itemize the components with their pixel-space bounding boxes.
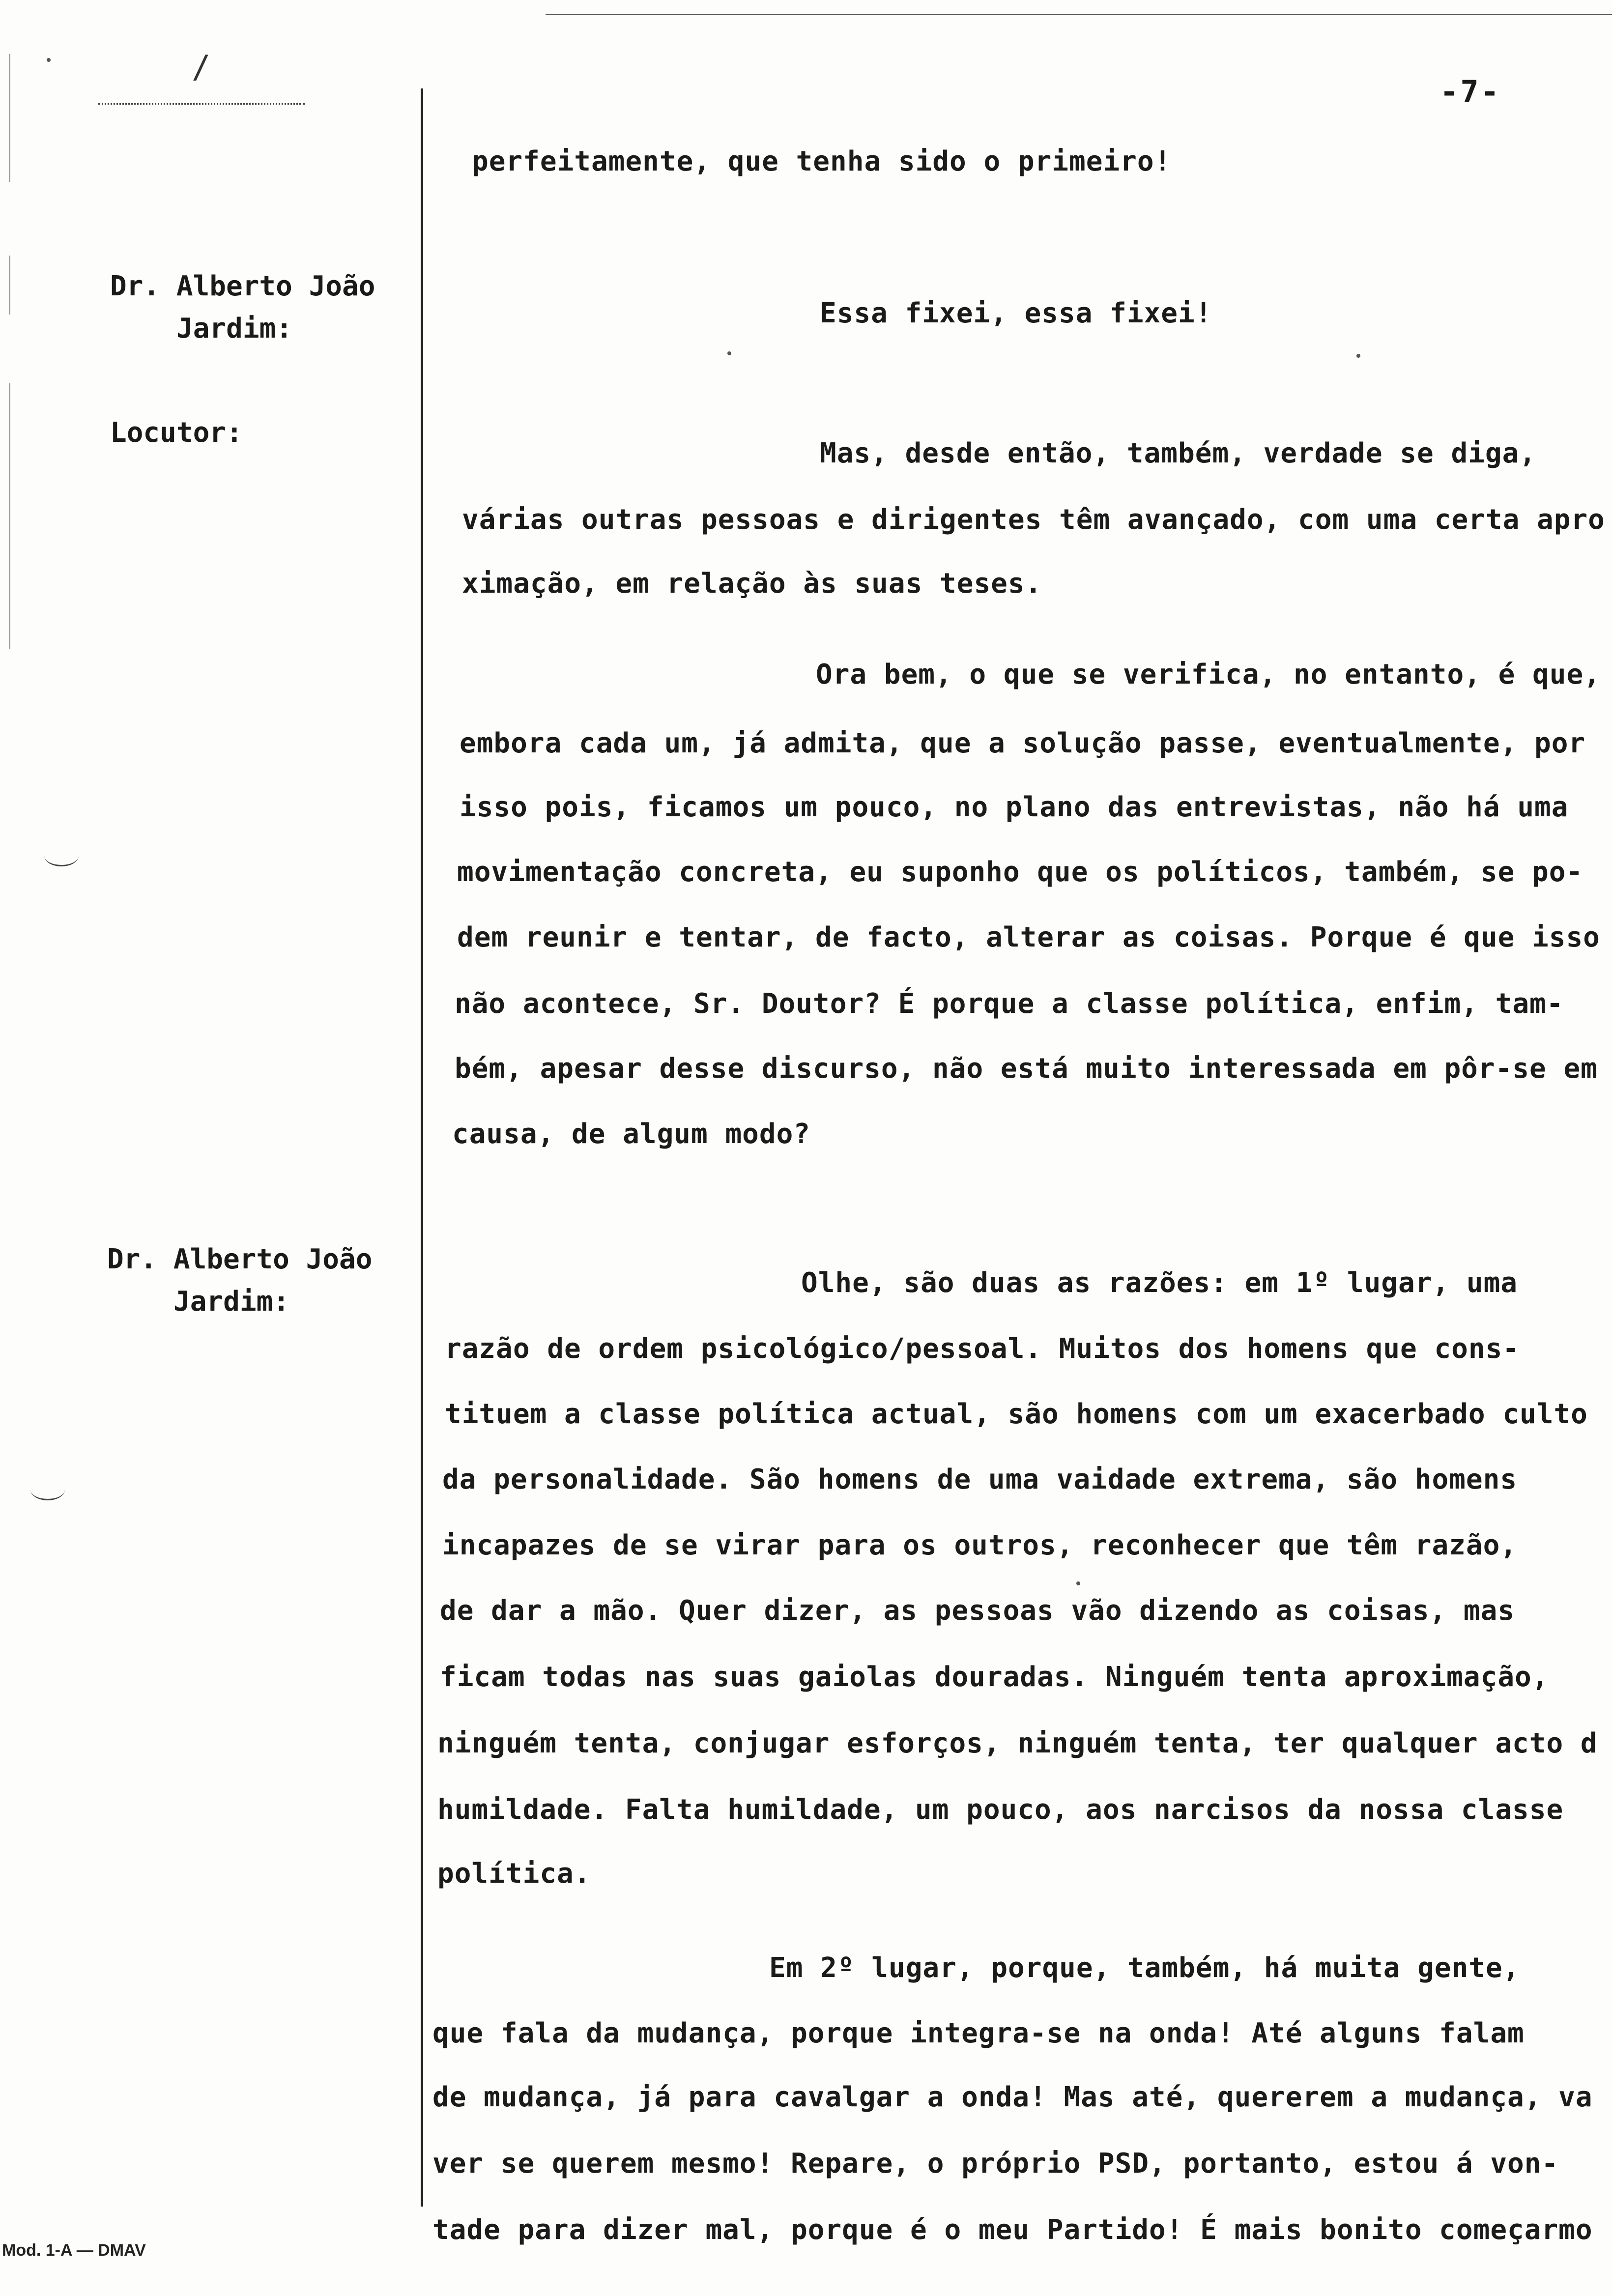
margin-hook-mark xyxy=(30,1479,65,1500)
body-line: razão de ordem psicológico/pessoal. Muitos dos homens que cons- xyxy=(445,1333,1520,1365)
body-line: embora cada um, já admita, que a solução passe, eventualmente, por xyxy=(460,727,1586,759)
body-line: tade para dizer mal, porque é o meu Partido! É mais bonito começarmo xyxy=(432,2214,1593,2246)
stray-dot xyxy=(727,351,731,355)
body-line: não acontece, Sr. Doutor? É porque a classe política, enfim, tam- xyxy=(455,988,1564,1020)
body-line: bém, apesar desse discurso, não está muito interessada em pôr-se em xyxy=(455,1053,1598,1085)
speaker-name-cont: Jardim: xyxy=(173,1286,290,1318)
body-line: Em 2º lugar, porque, também, há muita gente, xyxy=(769,1952,1520,1984)
body-line: Mas, desde então, também, verdade se diga, xyxy=(820,437,1537,469)
left-edge-tick xyxy=(9,256,10,315)
body-line: humildade. Falta humildade, um pouco, aos narcisos da nossa classe xyxy=(437,1794,1564,1826)
body-line: incapazes de se virar para os outros, reconhecer que têm razão, xyxy=(442,1529,1518,1561)
speaker-label-locutor: Locutor: xyxy=(110,417,243,449)
body-line: perfeitamente, que tenha sido o primeiro! xyxy=(472,145,1172,177)
speaker-name: Dr. Alberto João xyxy=(107,1243,373,1275)
body-line: dem reunir e tentar, de facto, alterar as coisas. Porque é que isso xyxy=(457,921,1600,953)
stray-dot xyxy=(1076,1581,1080,1585)
form-code-label: Mod. 1-A — DMAV xyxy=(2,2241,146,2260)
body-line: ficam todas nas suas gaiolas douradas. Ninguém tenta aproximação, xyxy=(440,1661,1549,1693)
stray-dot xyxy=(1356,354,1360,358)
margin-hook-mark xyxy=(44,845,79,866)
body-line: Essa fixei, essa fixei! xyxy=(820,297,1212,329)
header-slash-mark: / xyxy=(192,49,211,86)
speaker-name-cont: Jardim: xyxy=(176,313,293,344)
column-divider xyxy=(421,88,423,2207)
body-line: Olhe, são duas as razões: em 1º lugar, uma xyxy=(801,1267,1518,1299)
body-line: ninguém tenta, conjugar esforços, ninguém tenta, ter qualquer acto d xyxy=(437,1727,1598,1759)
body-line: isso pois, ficamos um pouco, no plano das entrevistas, não há uma xyxy=(460,791,1569,823)
body-line: de mudança, já para cavalgar a onda! Mas até, quererem a mudança, va xyxy=(432,2081,1593,2113)
body-line: ver se querem mesmo! Repare, o próprio PSD, portanto, estou á von- xyxy=(432,2148,1559,2180)
page-number: -7- xyxy=(1440,74,1501,110)
body-line: Ora bem, o que se verifica, no entanto, é que, xyxy=(816,659,1601,690)
top-edge-rule xyxy=(546,14,1612,15)
speaker-label-jardim xyxy=(107,1238,372,1323)
body-line: ximação, em relação às suas teses. xyxy=(462,568,1042,600)
speaker-label-jardim xyxy=(110,265,375,350)
left-edge-tick xyxy=(9,54,10,182)
body-line: movimentação concreta, eu suponho que os políticos, também, se po- xyxy=(457,856,1583,888)
body-line: da personalidade. São homens de uma vaidade extrema, são homens xyxy=(442,1464,1518,1495)
body-line: que fala da mudança, porque integra-se na onda! Até alguns falam xyxy=(432,2017,1525,2049)
speaker-name: Dr. Alberto João xyxy=(110,270,375,302)
body-line: de dar a mão. Quer dizer, as pessoas vão dizendo as coisas, mas xyxy=(440,1595,1515,1627)
left-edge-tick xyxy=(9,383,10,649)
body-line: tituem a classe política actual, são homens com um exacerbado culto xyxy=(445,1398,1588,1430)
stray-dot xyxy=(47,58,51,62)
body-line: causa, de algum modo? xyxy=(452,1118,811,1150)
body-line: política. xyxy=(437,1858,591,1890)
body-line: várias outras pessoas e dirigentes têm avançado, com uma certa apro xyxy=(462,504,1605,536)
